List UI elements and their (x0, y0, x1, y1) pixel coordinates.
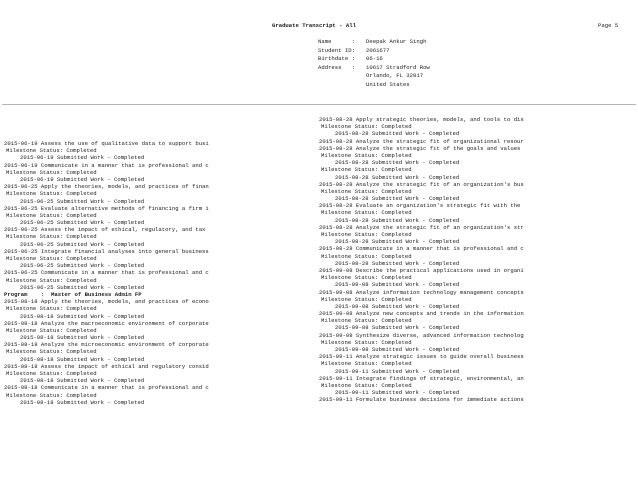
info-label: Address (318, 63, 342, 71)
milestone-status: Milestone Status: Completed (6, 190, 97, 198)
info-label: Name (318, 38, 332, 45)
milestone-status: Milestone Status: Completed (321, 274, 412, 282)
milestone-status: Milestone Status: Completed (321, 381, 412, 389)
info-label: Student ID (318, 46, 352, 54)
submitted-work-entry: 2015-09-08 Submitted Work - Completed (335, 302, 460, 310)
submitted-work-entry: 2015-09-08 Submitted Work - Completed (335, 324, 460, 332)
submitted-work-entry: 2015-09-08 Submitted Work - Completed (335, 346, 460, 353)
milestone-entry: 2015-06-19 Assess the use of qualitative data to support busi (4, 140, 209, 147)
submitted-work-entry: 2015-08-28 Submitted Work - Completed (335, 216, 460, 224)
info-label (318, 81, 352, 90)
milestone-entry: 2015-08-28 Communicate in a manner that is professional and c (319, 245, 524, 253)
milestone-status: Milestone Status: Completed (321, 231, 412, 238)
submitted-work-entry: 2015-06-25 Submitted Work - Completed (20, 240, 145, 248)
milestone-entry: 2015-08-28 Analyze the strategic fit of organizational resour (319, 137, 524, 145)
milestone-status: Milestone Status: Completed (321, 209, 412, 217)
milestone-entry: 2015-08-18 Analyze the microeconomic environment of corporate (4, 341, 209, 349)
student-info-row (318, 81, 430, 90)
student-id: 2061677 (366, 46, 390, 54)
milestone-status: Milestone Status: Completed (321, 187, 412, 195)
milestone-status: Milestone Status: Completed (321, 317, 412, 325)
student-info-row (318, 64, 430, 73)
student-address-line-3: United States (366, 80, 410, 88)
student-info-row (318, 47, 430, 56)
submitted-work-entry: 2015-06-25 Submitted Work - Completed (20, 262, 145, 270)
milestone-entry: 2015-08-28 Analyze the strategic fit of an organization's bus (319, 180, 524, 188)
submitted-work-entry: 2015-06-19 Submitted Work - Completed (20, 175, 145, 183)
info-colon (352, 81, 366, 90)
submitted-work-entry: 2015-06-19 Submitted Work - Completed (20, 154, 145, 162)
milestone-entry: 2015-06-25 Apply the theories, models, and practices of finan (4, 183, 209, 191)
submitted-work-entry: 2015-08-18 Submitted Work - Completed (20, 312, 145, 320)
info-colon: : (352, 55, 356, 63)
milestone-entry: 2015-08-28 Evaluate an organization's strategic fit with the (319, 202, 521, 210)
submitted-work-entry: 2015-08-28 Submitted Work - Completed (335, 130, 460, 138)
info-colon: : (352, 63, 356, 71)
student-birthdate: 06-16 (366, 55, 383, 63)
info-label: Birthdate (318, 55, 349, 63)
info-colon: : (352, 46, 356, 54)
milestone-entry: 2015-06-25 Assess the impact of ethical, regulatory, and tax (4, 226, 206, 234)
milestone-status: Milestone Status: Completed (321, 252, 412, 260)
milestone-entry: 2015-08-18 Communicate in a manner that is professional and c (4, 384, 209, 392)
student-address-line-1: 10617 Stradford Row (366, 63, 430, 71)
header-divider (2, 104, 636, 105)
milestone-status: Milestone Status: Completed (6, 276, 97, 284)
info-colon: : (352, 38, 356, 45)
submitted-work-entry: 2015-09-08 Submitted Work - Completed (335, 281, 460, 289)
submitted-work-entry: 2015-09-11 Submitted Work - Completed (335, 389, 460, 397)
submitted-work-entry: 2015-08-18 Submitted Work - Completed (20, 377, 145, 385)
milestone-entry: 2015-08-18 Analyze the macroeconomic environment of corporate (4, 319, 209, 327)
milestone-status: Milestone Status: Completed (321, 166, 412, 174)
milestone-status: Milestone Status: Completed (6, 370, 97, 377)
submitted-work-entry: 2015-08-28 Submitted Work - Completed (335, 159, 460, 167)
milestone-entry: 2015-06-25 Communicate in a manner that is professional and c (4, 269, 209, 277)
milestone-status: Milestone Status: Completed (321, 338, 412, 346)
submitted-work-entry: 2015-09-11 Submitted Work - Completed (335, 367, 460, 375)
milestone-status: Milestone Status: Completed (6, 326, 97, 334)
student-info-row (318, 38, 430, 47)
submitted-work-entry: 2015-08-28 Submitted Work - Completed (335, 259, 460, 267)
milestone-status: Milestone Status: Completed (321, 360, 412, 368)
milestone-status: Milestone Status: Completed (321, 295, 412, 303)
transcript-title: Graduate Transcript - All (272, 22, 356, 29)
milestone-status: Milestone Status: Completed (6, 168, 97, 176)
submitted-work-entry: 2015-08-18 Submitted Work - Completed (20, 334, 145, 342)
milestone-status: Milestone Status: Completed (6, 391, 97, 399)
submitted-work-entry: 2015-06-25 Submitted Work - Completed (20, 219, 145, 227)
milestone-entry: 2015-08-28 Analyze the strategic fit of an organization's str (319, 223, 524, 231)
student-info-row (318, 72, 430, 81)
milestone-entry: 2015-06-19 Communicate in a manner that is professional and c (4, 161, 209, 169)
milestone-status: Milestone Status: Completed (6, 211, 97, 219)
milestone-entry: 2015-08-28 Apply strategic theories, models, and tools to dis (319, 116, 524, 123)
student-info-row (318, 55, 430, 64)
milestone-entry: 2015-08-18 Apply the theories, models, and practices of econo (4, 298, 209, 306)
milestone-entry: 2015-09-08 Analyze information technology management concepts (319, 288, 524, 296)
milestone-entry: 2015-08-28 Analyze the strategic fit of the goals and values (319, 144, 521, 152)
milestone-status: Milestone Status: Completed (6, 233, 97, 241)
milestone-entry: 2015-09-11 Formulate business decisions for immediate actions (319, 396, 524, 404)
milestone-status: Milestone Status: Completed (6, 147, 97, 155)
milestone-entry: 2015-09-08 Synthesize diverse, advanced information technolog (319, 331, 524, 339)
milestone-entry: 2015-09-08 Analyze new concepts and trends in the information (319, 310, 524, 318)
milestone-status: Milestone Status: Completed (6, 305, 97, 313)
milestone-entry: 2015-09-08 Describe the practical applications used in organi (319, 266, 524, 274)
milestone-status: Milestone Status: Completed (321, 151, 412, 159)
submitted-work-entry: 2015-08-18 Submitted Work - Completed (20, 398, 145, 406)
submitted-work-entry: 2015-06-25 Submitted Work - Completed (20, 283, 145, 291)
submitted-work-entry: 2015-08-18 Submitted Work - Completed (20, 355, 145, 363)
submitted-work-entry: 2015-08-28 Submitted Work - Completed (335, 195, 460, 203)
student-name: Deepak Ankur Singh (366, 38, 427, 45)
info-colon (352, 72, 366, 81)
program-heading: Program : Master of Business Admin FP (4, 290, 142, 298)
milestone-entry: 2015-09-11 Analyze strategic issues to guide overall business (319, 353, 524, 361)
milestone-status: Milestone Status: Completed (6, 348, 97, 356)
milestone-entry: 2015-09-11 Integrate findings of strategic, environmental, an (319, 374, 524, 382)
student-info-block (318, 38, 430, 90)
transcript-column-left (4, 140, 304, 406)
student-address-line-2: Orlando, FL 32817 (366, 72, 424, 80)
milestone-entry: 2015-06-25 Integrate financial analyses into general business (4, 247, 209, 255)
submitted-work-entry: 2015-06-25 Submitted Work - Completed (20, 197, 145, 205)
milestone-entry: 2015-08-18 Assess the impact of ethical and regulatory consid (4, 362, 209, 370)
milestone-status: Milestone Status: Completed (6, 255, 97, 262)
info-label (318, 72, 352, 81)
milestone-entry: 2015-06-25 Evaluate alternative methods of financing a firm i (4, 204, 209, 212)
milestone-status: Milestone Status: Completed (321, 123, 412, 131)
submitted-work-entry: 2015-08-28 Submitted Work - Completed (335, 238, 460, 246)
submitted-work-entry: 2015-08-28 Submitted Work - Completed (335, 173, 460, 181)
page-number: Page 5 (598, 22, 619, 29)
transcript-column-right (319, 116, 634, 404)
